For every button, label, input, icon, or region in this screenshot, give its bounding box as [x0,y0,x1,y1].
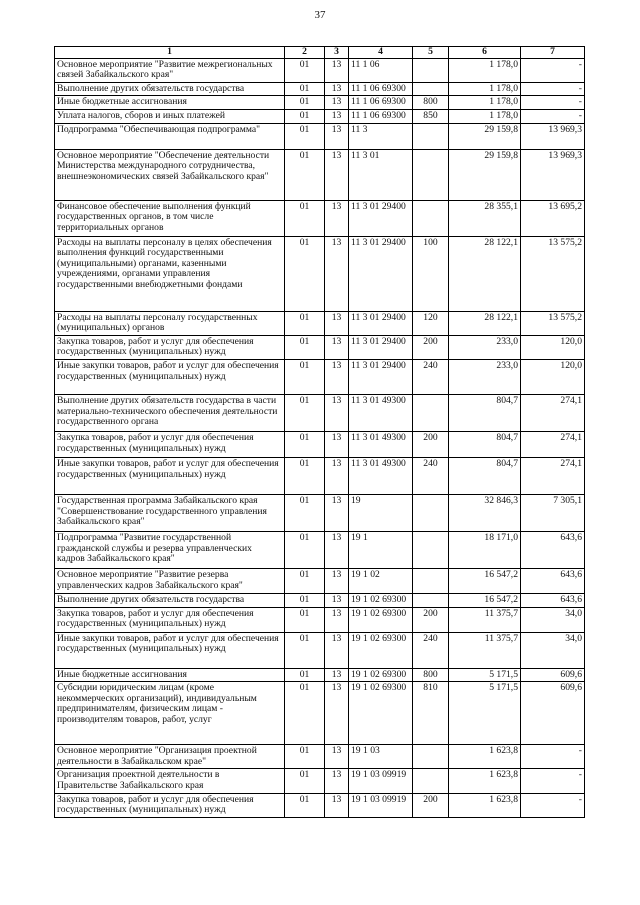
row-amount-actual: - [521,793,585,817]
row-expense-type-code [413,531,449,568]
row-subsection-code: 13 [325,359,349,394]
row-amount-actual: 609,6 [521,682,585,745]
row-amount-plan: 1 178,0 [449,58,521,82]
row-target-code: 11 3 [349,123,413,149]
row-amount-plan: 29 159,8 [449,149,521,200]
row-target-code: 11 3 01 49300 [349,457,413,494]
table-row [55,793,585,817]
row-target-code: 19 1 03 [349,745,413,769]
row-expense-type-code: 200 [413,431,449,457]
row-name-cell: Расходы на выплаты персоналу в целях обеспечения выполнения функций государственными (муниципальными) органами, казенными учреждениями, органами управления государственными внебюджетными фондами [55,236,285,311]
row-subsection-code: 13 [325,123,349,149]
table-row [55,311,585,335]
row-target-code: 19 1 03 09919 [349,769,413,793]
row-amount-plan: 28 355,1 [449,200,521,236]
row-amount-actual: 643,6 [521,531,585,568]
row-section-code: 01 [285,311,325,335]
row-subsection-code: 13 [325,82,349,96]
row-target-code: 11 3 01 29400 [349,335,413,359]
row-target-code: 11 1 06 69300 [349,96,413,110]
row-expense-type-code: 240 [413,457,449,494]
row-amount-plan: 18 171,0 [449,531,521,568]
row-expense-type-code: 850 [413,109,449,123]
row-name-cell: Подпрограмма "Обеспечивающая подпрограмма" [55,123,285,149]
row-name-cell: Основное мероприятие "Развитие резерва управленческих кадров Забайкальского края" [55,568,285,593]
row-amount-plan: 5 171,5 [449,668,521,682]
row-amount-actual: 34,0 [521,632,585,668]
header-cell: 1 [55,47,285,59]
row-subsection-code: 13 [325,632,349,668]
row-amount-plan: 28 122,1 [449,311,521,335]
table-row [55,149,585,200]
row-subsection-code: 13 [325,494,349,531]
row-target-code: 19 1 02 69300 [349,593,413,607]
table-row [55,58,585,82]
row-target-code: 11 3 01 29400 [349,359,413,394]
row-expense-type-code [413,123,449,149]
row-section-code: 01 [285,668,325,682]
row-name-cell: Иные бюджетные ассигнования [55,96,285,110]
row-name-cell: Закупка товаров, работ и услуг для обеспечения государственных (муниципальных) нужд [55,335,285,359]
row-amount-plan: 1 623,8 [449,745,521,769]
row-section-code: 01 [285,457,325,494]
row-subsection-code: 13 [325,607,349,632]
row-target-code: 11 3 01 29400 [349,200,413,236]
table-row [55,236,585,311]
row-section-code: 01 [285,394,325,431]
row-expense-type-code [413,769,449,793]
row-expense-type-code: 240 [413,632,449,668]
row-section-code: 01 [285,682,325,745]
table-row [55,431,585,457]
row-amount-plan: 32 846,3 [449,494,521,531]
row-subsection-code: 13 [325,394,349,431]
row-expense-type-code [413,82,449,96]
table-row [55,568,585,593]
row-name-cell: Основное мероприятие "Развитие межрегиональных связей Забайкальского края" [55,58,285,82]
row-section-code: 01 [285,593,325,607]
page-number: 37 [314,9,326,21]
row-section-code: 01 [285,531,325,568]
row-subsection-code: 13 [325,149,349,200]
row-subsection-code: 13 [325,682,349,745]
row-name-cell: Выполнение других обязательств государства [55,593,285,607]
row-target-code: 19 1 02 69300 [349,668,413,682]
row-expense-type-code [413,568,449,593]
row-subsection-code: 13 [325,668,349,682]
row-name-cell: Иные закупки товаров, работ и услуг для обеспечения государственных (муниципальных) нужд [55,359,285,394]
row-name-cell: Основное мероприятие "Организация проектной деятельности в Забайкальском крае" [55,745,285,769]
row-subsection-code: 13 [325,58,349,82]
row-name-cell: Субсидии юридическим лицам (кроме некоммерческих организаций), индивидуальным предпринимателям, физическим лицам - производителям товаров, работ, услуг [55,682,285,745]
row-target-code: 11 1 06 [349,58,413,82]
row-target-code: 19 1 02 69300 [349,632,413,668]
table-row [55,769,585,793]
row-amount-plan: 804,7 [449,457,521,494]
row-amount-plan: 5 171,5 [449,682,521,745]
row-amount-plan: 1 178,0 [449,96,521,110]
row-amount-plan: 233,0 [449,359,521,394]
row-amount-actual: 274,1 [521,431,585,457]
table-row [55,82,585,96]
row-amount-actual: 13 969,3 [521,123,585,149]
row-expense-type-code: 200 [413,607,449,632]
row-subsection-code: 13 [325,311,349,335]
row-target-code: 19 [349,494,413,531]
row-expense-type-code [413,149,449,200]
header-cell: 6 [449,47,521,59]
row-amount-actual: 643,6 [521,593,585,607]
row-amount-plan: 804,7 [449,431,521,457]
row-name-cell: Иные закупки товаров, работ и услуг для обеспечения государственных (муниципальных) нужд [55,457,285,494]
row-amount-plan: 804,7 [449,394,521,431]
row-subsection-code: 13 [325,200,349,236]
row-amount-actual: - [521,96,585,110]
row-amount-actual: 34,0 [521,607,585,632]
row-target-code: 19 1 03 09919 [349,793,413,817]
row-subsection-code: 13 [325,96,349,110]
header-cell: 7 [521,47,585,59]
table-row [55,668,585,682]
row-amount-plan: 1 623,8 [449,793,521,817]
row-amount-plan: 233,0 [449,335,521,359]
row-subsection-code: 13 [325,793,349,817]
row-name-cell: Закупка товаров, работ и услуг для обеспечения государственных (муниципальных) нужд [55,607,285,632]
row-expense-type-code [413,593,449,607]
row-name-cell: Выполнение других обязательств государства в части материально-технического обеспечения деятельности государственного органа [55,394,285,431]
row-target-code: 11 3 01 [349,149,413,200]
row-target-code: 19 1 02 69300 [349,682,413,745]
table-row [55,335,585,359]
row-section-code: 01 [285,793,325,817]
row-name-cell: Основное мероприятие "Обеспечение деятельности Министерства международного сотрудничества, внешнеэкономических связей Забайкальского края" [55,149,285,200]
row-amount-actual: 120,0 [521,335,585,359]
row-subsection-code: 13 [325,457,349,494]
header-cell: 4 [349,47,413,59]
row-subsection-code: 13 [325,745,349,769]
row-name-cell: Расходы на выплаты персоналу государственных (муниципальных) органов [55,311,285,335]
row-amount-actual: 274,1 [521,394,585,431]
row-amount-plan: 11 375,7 [449,632,521,668]
row-section-code: 01 [285,200,325,236]
row-expense-type-code [413,494,449,531]
row-expense-type-code [413,394,449,431]
row-amount-actual: - [521,745,585,769]
row-expense-type-code: 240 [413,359,449,394]
budget-table [54,46,585,818]
row-section-code: 01 [285,745,325,769]
row-expense-type-code: 120 [413,311,449,335]
row-amount-actual: - [521,109,585,123]
header-cell: 5 [413,47,449,59]
row-amount-plan: 1 178,0 [449,82,521,96]
row-name-cell: Организация проектной деятельности в Правительстве Забайкальского края [55,769,285,793]
row-amount-plan: 11 375,7 [449,607,521,632]
row-expense-type-code [413,200,449,236]
row-amount-actual: 13 969,3 [521,149,585,200]
row-section-code: 01 [285,494,325,531]
table-row [55,593,585,607]
row-name-cell: Иные бюджетные ассигнования [55,668,285,682]
row-section-code: 01 [285,149,325,200]
row-target-code: 11 1 06 69300 [349,82,413,96]
row-target-code: 11 1 06 69300 [349,109,413,123]
row-amount-plan: 16 547,2 [449,593,521,607]
row-subsection-code: 13 [325,531,349,568]
table-row [55,109,585,123]
table-row [55,457,585,494]
row-expense-type-code [413,745,449,769]
row-amount-plan: 29 159,8 [449,123,521,149]
row-section-code: 01 [285,632,325,668]
row-amount-actual: - [521,58,585,82]
header-row [55,47,585,59]
row-name-cell: Уплата налогов, сборов и иных платежей [55,109,285,123]
row-amount-plan: 1 178,0 [449,109,521,123]
row-subsection-code: 13 [325,568,349,593]
row-name-cell: Государственная программа Забайкальского края "Совершенствование государственного управления Забайкальского края" [55,494,285,531]
row-amount-actual: 7 305,1 [521,494,585,531]
header-cell: 2 [285,47,325,59]
row-expense-type-code: 810 [413,682,449,745]
table-row [55,607,585,632]
row-subsection-code: 13 [325,335,349,359]
row-amount-actual: 13 575,2 [521,236,585,311]
row-target-code: 11 3 01 49300 [349,394,413,431]
row-expense-type-code: 800 [413,96,449,110]
row-subsection-code: 13 [325,769,349,793]
row-amount-actual: 13 695,2 [521,200,585,236]
header-cell: 3 [325,47,349,59]
row-expense-type-code: 200 [413,335,449,359]
row-target-code: 19 1 [349,531,413,568]
row-subsection-code: 13 [325,431,349,457]
row-name-cell: Подпрограмма "Развитие государственной гражданской службы и резерва управленческих кадров Забайкальского края" [55,531,285,568]
row-expense-type-code: 200 [413,793,449,817]
row-section-code: 01 [285,236,325,311]
row-amount-plan: 28 122,1 [449,236,521,311]
row-section-code: 01 [285,359,325,394]
row-section-code: 01 [285,123,325,149]
row-name-cell: Финансовое обеспечение выполнения функций государственных органов, в том числе территориальных органов [55,200,285,236]
row-amount-actual: 274,1 [521,457,585,494]
row-section-code: 01 [285,58,325,82]
row-expense-type-code: 800 [413,668,449,682]
row-section-code: 01 [285,769,325,793]
table-row [55,359,585,394]
row-section-code: 01 [285,82,325,96]
row-subsection-code: 13 [325,236,349,311]
row-expense-type-code: 100 [413,236,449,311]
row-name-cell: Закупка товаров, работ и услуг для обеспечения государственных (муниципальных) нужд [55,431,285,457]
row-amount-actual: 609,6 [521,668,585,682]
table-row [55,682,585,745]
row-name-cell: Иные закупки товаров, работ и услуг для обеспечения государственных (муниципальных) нужд [55,632,285,668]
row-section-code: 01 [285,568,325,593]
table-body [55,58,585,817]
table-row [55,745,585,769]
row-section-code: 01 [285,431,325,457]
row-subsection-code: 13 [325,593,349,607]
row-amount-plan: 1 623,8 [449,769,521,793]
row-amount-plan: 16 547,2 [449,568,521,593]
row-target-code: 19 1 02 69300 [349,607,413,632]
table-row [55,96,585,110]
table-row [55,632,585,668]
row-target-code: 11 3 01 49300 [349,431,413,457]
row-amount-actual: 643,6 [521,568,585,593]
row-amount-actual: 13 575,2 [521,311,585,335]
row-section-code: 01 [285,96,325,110]
table-row [55,531,585,568]
row-name-cell: Выполнение других обязательств государства [55,82,285,96]
table-row [55,123,585,149]
row-section-code: 01 [285,109,325,123]
table-row [55,394,585,431]
table-row [55,494,585,531]
table-row [55,200,585,236]
row-amount-actual: 120,0 [521,359,585,394]
row-subsection-code: 13 [325,109,349,123]
row-target-code: 11 3 01 29400 [349,311,413,335]
row-target-code: 11 3 01 29400 [349,236,413,311]
row-section-code: 01 [285,607,325,632]
row-name-cell: Закупка товаров, работ и услуг для обеспечения государственных (муниципальных) нужд [55,793,285,817]
row-amount-actual: - [521,82,585,96]
row-target-code: 19 1 02 [349,568,413,593]
row-section-code: 01 [285,335,325,359]
row-expense-type-code [413,58,449,82]
row-amount-actual: - [521,769,585,793]
